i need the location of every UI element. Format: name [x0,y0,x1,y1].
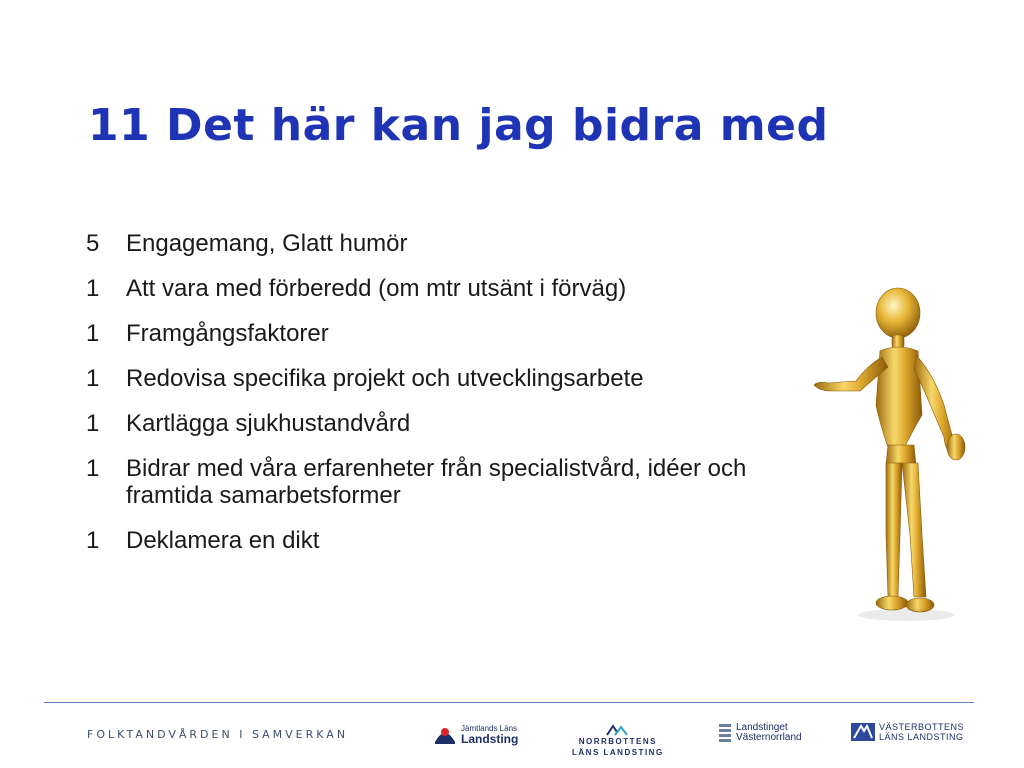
item-text: Kartlägga sjukhustandvård [126,410,411,437]
item-count: 1 [86,320,100,347]
item-text: Att vara med förberedd (om mtr utsänt i förväg) [126,275,627,302]
item-count: 1 [86,455,100,482]
norrbotten-line2: LÄNS LANDSTING [572,748,664,757]
logo-jamtland [433,722,518,746]
footer-org-text: FOLKTANDVÅRDEN I SAMVERKAN [87,728,349,741]
item-count: 1 [86,527,100,554]
contribution-list [86,230,826,572]
logo-vasternorrland [718,722,802,744]
item-count: 5 [86,230,100,257]
vasternorrland-line2: Västernorrland [736,732,802,743]
gold-figure-gesturing-icon [810,285,980,625]
list-item [86,320,826,347]
vasterbotten-line1: VÄSTERBOTTENS [879,722,965,732]
item-text: Redovisa specifika projekt och utvecklingsarbete [126,365,644,392]
item-text: Bidrar med våra erfarenheter från specialistvård, idéer och framtida samarbetsformer [126,455,747,509]
list-item [86,275,826,302]
footer-divider [44,702,974,703]
item-count: 1 [86,365,100,392]
slide-title: 11 Det här kan jag bidra med [88,100,829,151]
list-item [86,455,776,509]
item-text: Framgångsfaktorer [126,320,329,347]
item-count: 1 [86,275,100,302]
list-item [86,527,826,554]
vasternorrland-line1: Landstinget [736,722,788,733]
jamtland-line2: Landsting [461,732,519,746]
item-text: Engagemang, Glatt humör [126,230,408,257]
logo-vasterbotten [851,722,964,742]
logo-norrbotten [572,724,664,758]
list-item [86,410,826,437]
item-count: 1 [86,410,100,437]
jamtland-line1: Jämtlands Läns [461,724,518,733]
norrbotten-emblem-icon [603,724,633,736]
vasternorrland-emblem-icon [718,722,732,744]
vasterbotten-line2: LÄNS LANDSTING [879,732,964,742]
jamtland-emblem-icon [433,722,457,746]
list-item [86,230,826,257]
item-text: Deklamera en dikt [126,527,320,554]
list-item [86,365,826,392]
vasterbotten-emblem-icon [851,723,875,741]
norrbotten-line1: NORRBOTTENS [578,737,657,746]
